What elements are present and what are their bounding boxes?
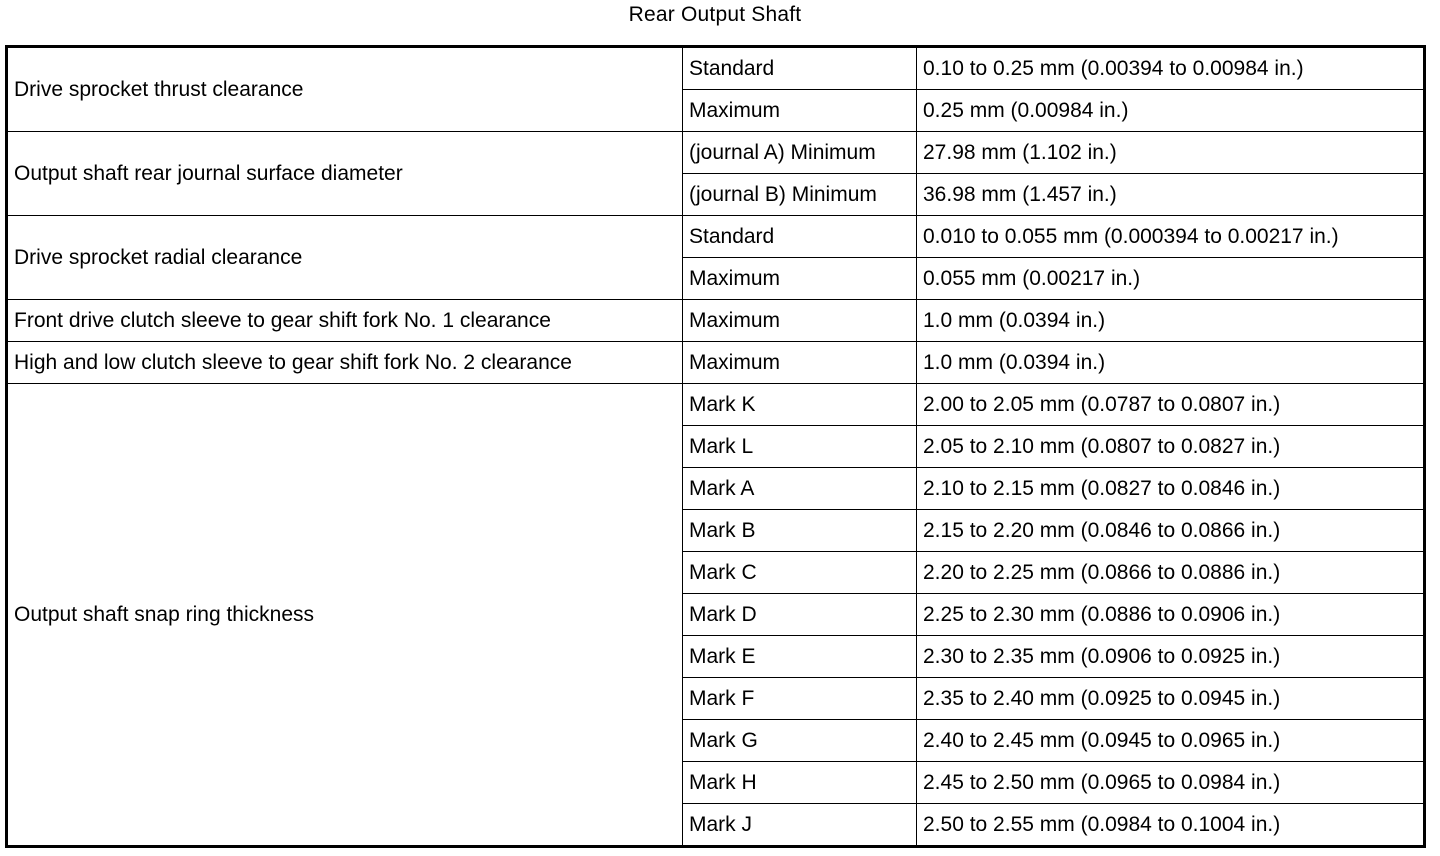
condition-cell: (journal A) Minimum	[683, 132, 917, 174]
condition-cell: Mark H	[683, 762, 917, 804]
value-cell: 2.00 to 2.05 mm (0.0787 to 0.0807 in.)	[917, 384, 1425, 426]
value-cell: 0.055 mm (0.00217 in.)	[917, 258, 1425, 300]
item-cell: Output shaft rear journal surface diameter	[7, 132, 683, 216]
table-row	[7, 47, 1425, 90]
condition-cell: Mark B	[683, 510, 917, 552]
value-cell: 2.50 to 2.55 mm (0.0984 to 0.1004 in.)	[917, 804, 1425, 847]
condition-cell: Standard	[683, 216, 917, 258]
value-cell: 2.05 to 2.10 mm (0.0807 to 0.0827 in.)	[917, 426, 1425, 468]
item-cell: Output shaft snap ring thickness	[7, 384, 683, 847]
spec-table	[5, 45, 1426, 848]
item-cell: Drive sprocket radial clearance	[7, 216, 683, 300]
table-title: Rear Output Shaft	[628, 3, 802, 26]
value-cell: 1.0 mm (0.0394 in.)	[917, 300, 1425, 342]
table-row	[7, 342, 1425, 384]
condition-cell: Standard	[683, 47, 917, 90]
value-cell: 36.98 mm (1.457 in.)	[917, 174, 1425, 216]
value-cell: 2.20 to 2.25 mm (0.0866 to 0.0886 in.)	[917, 552, 1425, 594]
condition-cell: Maximum	[683, 90, 917, 132]
value-cell: 27.98 mm (1.102 in.)	[917, 132, 1425, 174]
condition-cell: Mark E	[683, 636, 917, 678]
value-cell: 2.25 to 2.30 mm (0.0886 to 0.0906 in.)	[917, 594, 1425, 636]
table-row	[7, 384, 1425, 426]
value-cell: 0.010 to 0.055 mm (0.000394 to 0.00217 in.)	[917, 216, 1425, 258]
value-cell: 2.45 to 2.50 mm (0.0965 to 0.0984 in.)	[917, 762, 1425, 804]
value-cell: 2.15 to 2.20 mm (0.0846 to 0.0866 in.)	[917, 510, 1425, 552]
condition-cell: Mark D	[683, 594, 917, 636]
condition-cell: (journal B) Minimum	[683, 174, 917, 216]
spec-table-body	[7, 47, 1425, 847]
table-row	[7, 216, 1425, 258]
condition-cell: Mark G	[683, 720, 917, 762]
value-cell: 2.30 to 2.35 mm (0.0906 to 0.0925 in.)	[917, 636, 1425, 678]
value-cell: 2.10 to 2.15 mm (0.0827 to 0.0846 in.)	[917, 468, 1425, 510]
table-row	[7, 300, 1425, 342]
condition-cell: Mark F	[683, 678, 917, 720]
condition-cell: Mark L	[683, 426, 917, 468]
condition-cell: Maximum	[683, 300, 917, 342]
value-cell: 2.35 to 2.40 mm (0.0925 to 0.0945 in.)	[917, 678, 1425, 720]
condition-cell: Mark J	[683, 804, 917, 847]
value-cell: 0.25 mm (0.00984 in.)	[917, 90, 1425, 132]
item-cell: High and low clutch sleeve to gear shift fork No. 2 clearance	[7, 342, 683, 384]
value-cell: 0.10 to 0.25 mm (0.00394 to 0.00984 in.)	[917, 47, 1425, 90]
condition-cell: Mark A	[683, 468, 917, 510]
value-cell: 1.0 mm (0.0394 in.)	[917, 342, 1425, 384]
condition-cell: Mark C	[683, 552, 917, 594]
value-cell: 2.40 to 2.45 mm (0.0945 to 0.0965 in.)	[917, 720, 1425, 762]
condition-cell: Mark K	[683, 384, 917, 426]
table-row	[7, 132, 1425, 174]
item-cell: Front drive clutch sleeve to gear shift fork No. 1 clearance	[7, 300, 683, 342]
condition-cell: Maximum	[683, 342, 917, 384]
condition-cell: Maximum	[683, 258, 917, 300]
item-cell: Drive sprocket thrust clearance	[7, 47, 683, 132]
